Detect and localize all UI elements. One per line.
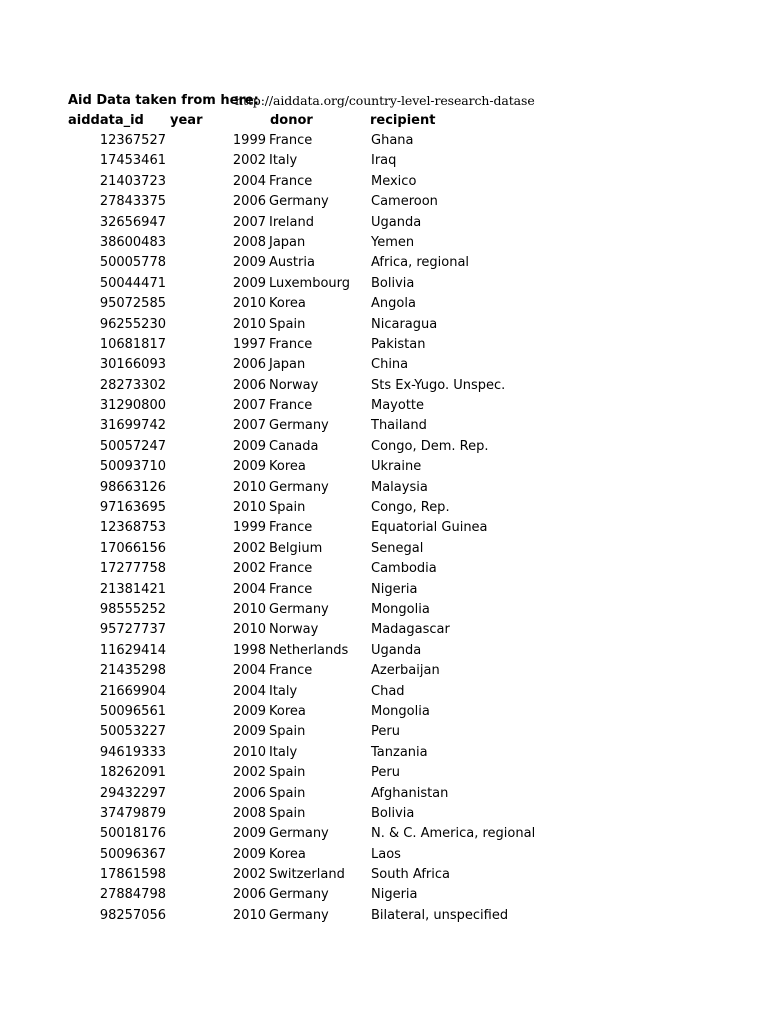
table-row <box>0 559 768 579</box>
cell-year: 2009 <box>232 459 266 475</box>
cell-recipient: Iraq <box>371 153 397 169</box>
cell-recipient: Angola <box>371 296 416 312</box>
table-row <box>0 865 768 885</box>
cell-recipient: Azerbaijan <box>371 663 440 679</box>
cell-aiddata-id: 98555252 <box>99 601 166 617</box>
table-row <box>0 743 768 763</box>
cell-year: 1999 <box>232 520 266 536</box>
cell-aiddata-id: 18262091 <box>99 765 166 781</box>
table-row <box>0 396 768 416</box>
cell-year: 2007 <box>232 214 266 230</box>
cell-donor: France <box>269 173 313 189</box>
cell-donor: Korea <box>269 296 306 312</box>
cell-donor: Norway <box>269 622 319 638</box>
table-row <box>0 335 768 355</box>
cell-year: 2009 <box>232 438 266 454</box>
cell-year: 2008 <box>232 234 266 250</box>
cell-recipient: Africa, regional <box>371 255 470 271</box>
cell-donor: Korea <box>269 846 306 862</box>
source-note <box>0 91 768 111</box>
cell-year: 2010 <box>232 907 266 923</box>
table-row <box>0 478 768 498</box>
cell-aiddata-id: 50018176 <box>99 826 166 842</box>
cell-recipient: Sts Ex-Yugo. Unspec. <box>371 377 506 393</box>
cell-aiddata-id: 50005778 <box>99 255 166 271</box>
cell-recipient: Laos <box>371 846 401 862</box>
cell-aiddata-id: 10681817 <box>99 336 166 352</box>
cell-year: 2002 <box>232 561 266 577</box>
cell-year: 2008 <box>232 805 266 821</box>
cell-aiddata-id: 21381421 <box>99 581 166 597</box>
table-row <box>0 416 768 436</box>
cell-donor: Norway <box>269 377 319 393</box>
table-row <box>0 661 768 681</box>
cell-donor: France <box>269 133 313 148</box>
cell-donor: Germany <box>269 194 329 210</box>
cell-donor: Germany <box>269 907 329 923</box>
cell-donor: France <box>269 663 313 679</box>
cell-donor: Italy <box>269 153 298 169</box>
cell-donor: Switzerland <box>269 867 345 883</box>
cell-aiddata-id: 21435298 <box>99 663 166 679</box>
cell-aiddata-id: 29432297 <box>99 785 166 801</box>
table-row <box>0 518 768 538</box>
cell-aiddata-id: 38600483 <box>99 234 166 250</box>
cell-aiddata-id: 17453461 <box>99 153 166 169</box>
cell-recipient: Congo, Dem. Rep. <box>371 438 489 454</box>
cell-year: 2009 <box>232 846 266 862</box>
cell-aiddata-id: 95727737 <box>99 622 166 638</box>
cell-aiddata-id: 21403723 <box>99 173 166 189</box>
cell-year: 2004 <box>232 173 266 189</box>
cell-year: 1998 <box>232 642 266 658</box>
cell-recipient: Cameroon <box>371 194 438 210</box>
cell-year: 2007 <box>232 398 266 414</box>
cell-year: 2002 <box>232 540 266 556</box>
cell-recipient: Pakistan <box>371 336 426 352</box>
cell-year: 2010 <box>232 479 266 495</box>
cell-year: 2010 <box>232 744 266 760</box>
cell-recipient: Senegal <box>371 540 424 556</box>
cell-year: 2002 <box>232 765 266 781</box>
cell-donor: Korea <box>269 703 306 719</box>
cell-year: 2006 <box>232 887 266 903</box>
cell-recipient: Bolivia <box>371 805 415 821</box>
cell-donor: France <box>269 398 313 414</box>
cell-donor: Luxembourg <box>269 275 351 291</box>
cell-year: 2010 <box>232 296 266 312</box>
cell-donor: Germany <box>269 601 329 617</box>
cell-year: 1997 <box>232 336 266 352</box>
cell-donor: Austria <box>269 255 315 271</box>
cell-donor: Japan <box>269 357 306 373</box>
table-row <box>0 885 768 905</box>
cell-recipient: Mongolia <box>371 703 430 719</box>
column-header-recipient: recipient <box>370 113 436 128</box>
cell-recipient: Ghana <box>371 133 414 148</box>
cell-aiddata-id: 27843375 <box>99 194 166 210</box>
cell-recipient: Ukraine <box>371 459 422 475</box>
source-note-label: Aid Data taken from here: <box>68 93 259 108</box>
cell-aiddata-id: 95072585 <box>99 296 166 312</box>
cell-recipient: Afghanistan <box>371 785 449 801</box>
cell-aiddata-id: 17066156 <box>99 540 166 556</box>
cell-year: 2006 <box>232 357 266 373</box>
cell-aiddata-id: 98257056 <box>99 907 166 923</box>
cell-donor: Spain <box>269 724 306 740</box>
cell-aiddata-id: 28273302 <box>99 377 166 393</box>
cell-recipient: Mongolia <box>371 601 430 617</box>
cell-recipient: Uganda <box>371 642 422 658</box>
table-row <box>0 539 768 559</box>
cell-year: 2009 <box>232 724 266 740</box>
cell-aiddata-id: 50093710 <box>99 459 166 475</box>
cell-aiddata-id: 12367527 <box>99 133 166 148</box>
column-header-aiddata-id: aiddata_id <box>68 113 144 128</box>
table-row <box>0 294 768 314</box>
cell-recipient: Bilateral, unspecified <box>371 907 509 923</box>
cell-recipient: Bolivia <box>371 275 415 291</box>
cell-year: 2007 <box>232 418 266 434</box>
cell-recipient: South Africa <box>371 867 450 883</box>
table-row <box>0 600 768 620</box>
cell-aiddata-id: 12368753 <box>99 520 166 536</box>
cell-recipient: N. & C. America, regional <box>371 826 536 842</box>
cell-donor: Spain <box>269 765 306 781</box>
cell-year: 2009 <box>232 826 266 842</box>
table-row <box>0 213 768 233</box>
table-row <box>0 784 768 804</box>
cell-recipient: Mayotte <box>371 398 425 414</box>
cell-aiddata-id: 94619333 <box>99 744 166 760</box>
cell-aiddata-id: 32656947 <box>99 214 166 230</box>
cell-year: 2006 <box>232 785 266 801</box>
cell-aiddata-id: 50057247 <box>99 438 166 454</box>
table-row <box>0 580 768 600</box>
cell-year: 2004 <box>232 683 266 699</box>
cell-recipient: Peru <box>371 765 400 781</box>
cell-donor: Italy <box>269 683 298 699</box>
cell-year: 2006 <box>232 377 266 393</box>
cell-aiddata-id: 50096561 <box>99 703 166 719</box>
cell-donor: Italy <box>269 744 298 760</box>
cell-year: 1999 <box>232 133 266 148</box>
cell-recipient: Uganda <box>371 214 422 230</box>
cell-donor: Belgium <box>269 540 323 556</box>
table-row <box>0 437 768 457</box>
table-row <box>0 151 768 171</box>
table-row <box>0 355 768 375</box>
table-row <box>0 682 768 702</box>
table-row <box>0 824 768 844</box>
cell-recipient: Chad <box>371 683 405 699</box>
table-row <box>0 641 768 661</box>
cell-year: 2002 <box>232 867 266 883</box>
table-row <box>0 253 768 273</box>
cell-year: 2004 <box>232 581 266 597</box>
cell-year: 2009 <box>232 275 266 291</box>
cell-year: 2006 <box>232 194 266 210</box>
cell-donor: France <box>269 581 313 597</box>
cell-year: 2010 <box>232 316 266 332</box>
cell-donor: Spain <box>269 500 306 516</box>
cell-aiddata-id: 50096367 <box>99 846 166 862</box>
cell-aiddata-id: 30166093 <box>99 357 166 373</box>
cell-donor: France <box>269 336 313 352</box>
cell-aiddata-id: 98663126 <box>99 479 166 495</box>
cell-aiddata-id: 50044471 <box>99 275 166 291</box>
cell-donor: Japan <box>269 234 306 250</box>
table-row <box>0 274 768 294</box>
table-row <box>0 620 768 640</box>
cell-aiddata-id: 27884798 <box>99 887 166 903</box>
cell-year: 2010 <box>232 500 266 516</box>
cell-donor: Netherlands <box>269 642 349 658</box>
cell-donor: Spain <box>269 805 306 821</box>
table-header-row <box>0 111 768 131</box>
cell-aiddata-id: 17861598 <box>99 867 166 883</box>
cell-recipient: Nigeria <box>371 581 418 597</box>
aid-data-table <box>0 131 768 926</box>
cell-year: 2010 <box>232 601 266 617</box>
cell-recipient: Nicaragua <box>371 316 438 332</box>
cell-aiddata-id: 37479879 <box>99 805 166 821</box>
cell-recipient: Equatorial Guinea <box>371 520 488 536</box>
cell-aiddata-id: 21669904 <box>99 683 166 699</box>
cell-donor: Canada <box>269 438 319 454</box>
cell-donor: Germany <box>269 418 329 434</box>
cell-donor: Germany <box>269 887 329 903</box>
cell-donor: Ireland <box>269 214 314 230</box>
cell-year: 2010 <box>232 622 266 638</box>
column-header-donor: donor <box>270 113 313 128</box>
cell-aiddata-id: 31699742 <box>99 418 166 434</box>
table-row <box>0 845 768 865</box>
cell-recipient: Peru <box>371 724 400 740</box>
cell-donor: France <box>269 561 313 577</box>
table-row <box>0 233 768 253</box>
cell-recipient: Tanzania <box>371 744 428 760</box>
table-row <box>0 906 768 926</box>
cell-recipient: Thailand <box>371 418 427 434</box>
table-row <box>0 722 768 742</box>
column-header-year: year <box>170 113 203 128</box>
source-url: http://aiddata.org/country-level-research-datase <box>235 93 535 108</box>
table-row <box>0 702 768 722</box>
table-row <box>0 131 768 151</box>
cell-aiddata-id: 50053227 <box>99 724 166 740</box>
table-row <box>0 804 768 824</box>
cell-recipient: Congo, Rep. <box>371 500 450 516</box>
cell-donor: Spain <box>269 785 306 801</box>
table-row <box>0 315 768 335</box>
spreadsheet-page <box>0 91 768 926</box>
table-row <box>0 192 768 212</box>
cell-donor: Germany <box>269 826 329 842</box>
cell-recipient: China <box>371 357 409 373</box>
cell-donor: Spain <box>269 316 306 332</box>
cell-year: 2009 <box>232 255 266 271</box>
cell-recipient: Cambodia <box>371 561 437 577</box>
table-row <box>0 498 768 518</box>
table-row <box>0 457 768 477</box>
table-row <box>0 376 768 396</box>
cell-donor: Germany <box>269 479 329 495</box>
cell-aiddata-id: 11629414 <box>99 642 166 658</box>
cell-year: 2009 <box>232 703 266 719</box>
cell-recipient: Nigeria <box>371 887 418 903</box>
cell-aiddata-id: 17277758 <box>99 561 166 577</box>
cell-recipient: Yemen <box>371 234 415 250</box>
cell-aiddata-id: 31290800 <box>99 398 166 414</box>
cell-aiddata-id: 97163695 <box>99 500 166 516</box>
cell-donor: France <box>269 520 313 536</box>
cell-year: 2004 <box>232 663 266 679</box>
cell-year: 2002 <box>232 153 266 169</box>
cell-recipient: Mexico <box>371 173 417 189</box>
cell-recipient: Malaysia <box>371 479 428 495</box>
cell-donor: Korea <box>269 459 306 475</box>
cell-aiddata-id: 96255230 <box>99 316 166 332</box>
cell-recipient: Madagascar <box>371 622 450 638</box>
table-row <box>0 172 768 192</box>
table-row <box>0 763 768 783</box>
